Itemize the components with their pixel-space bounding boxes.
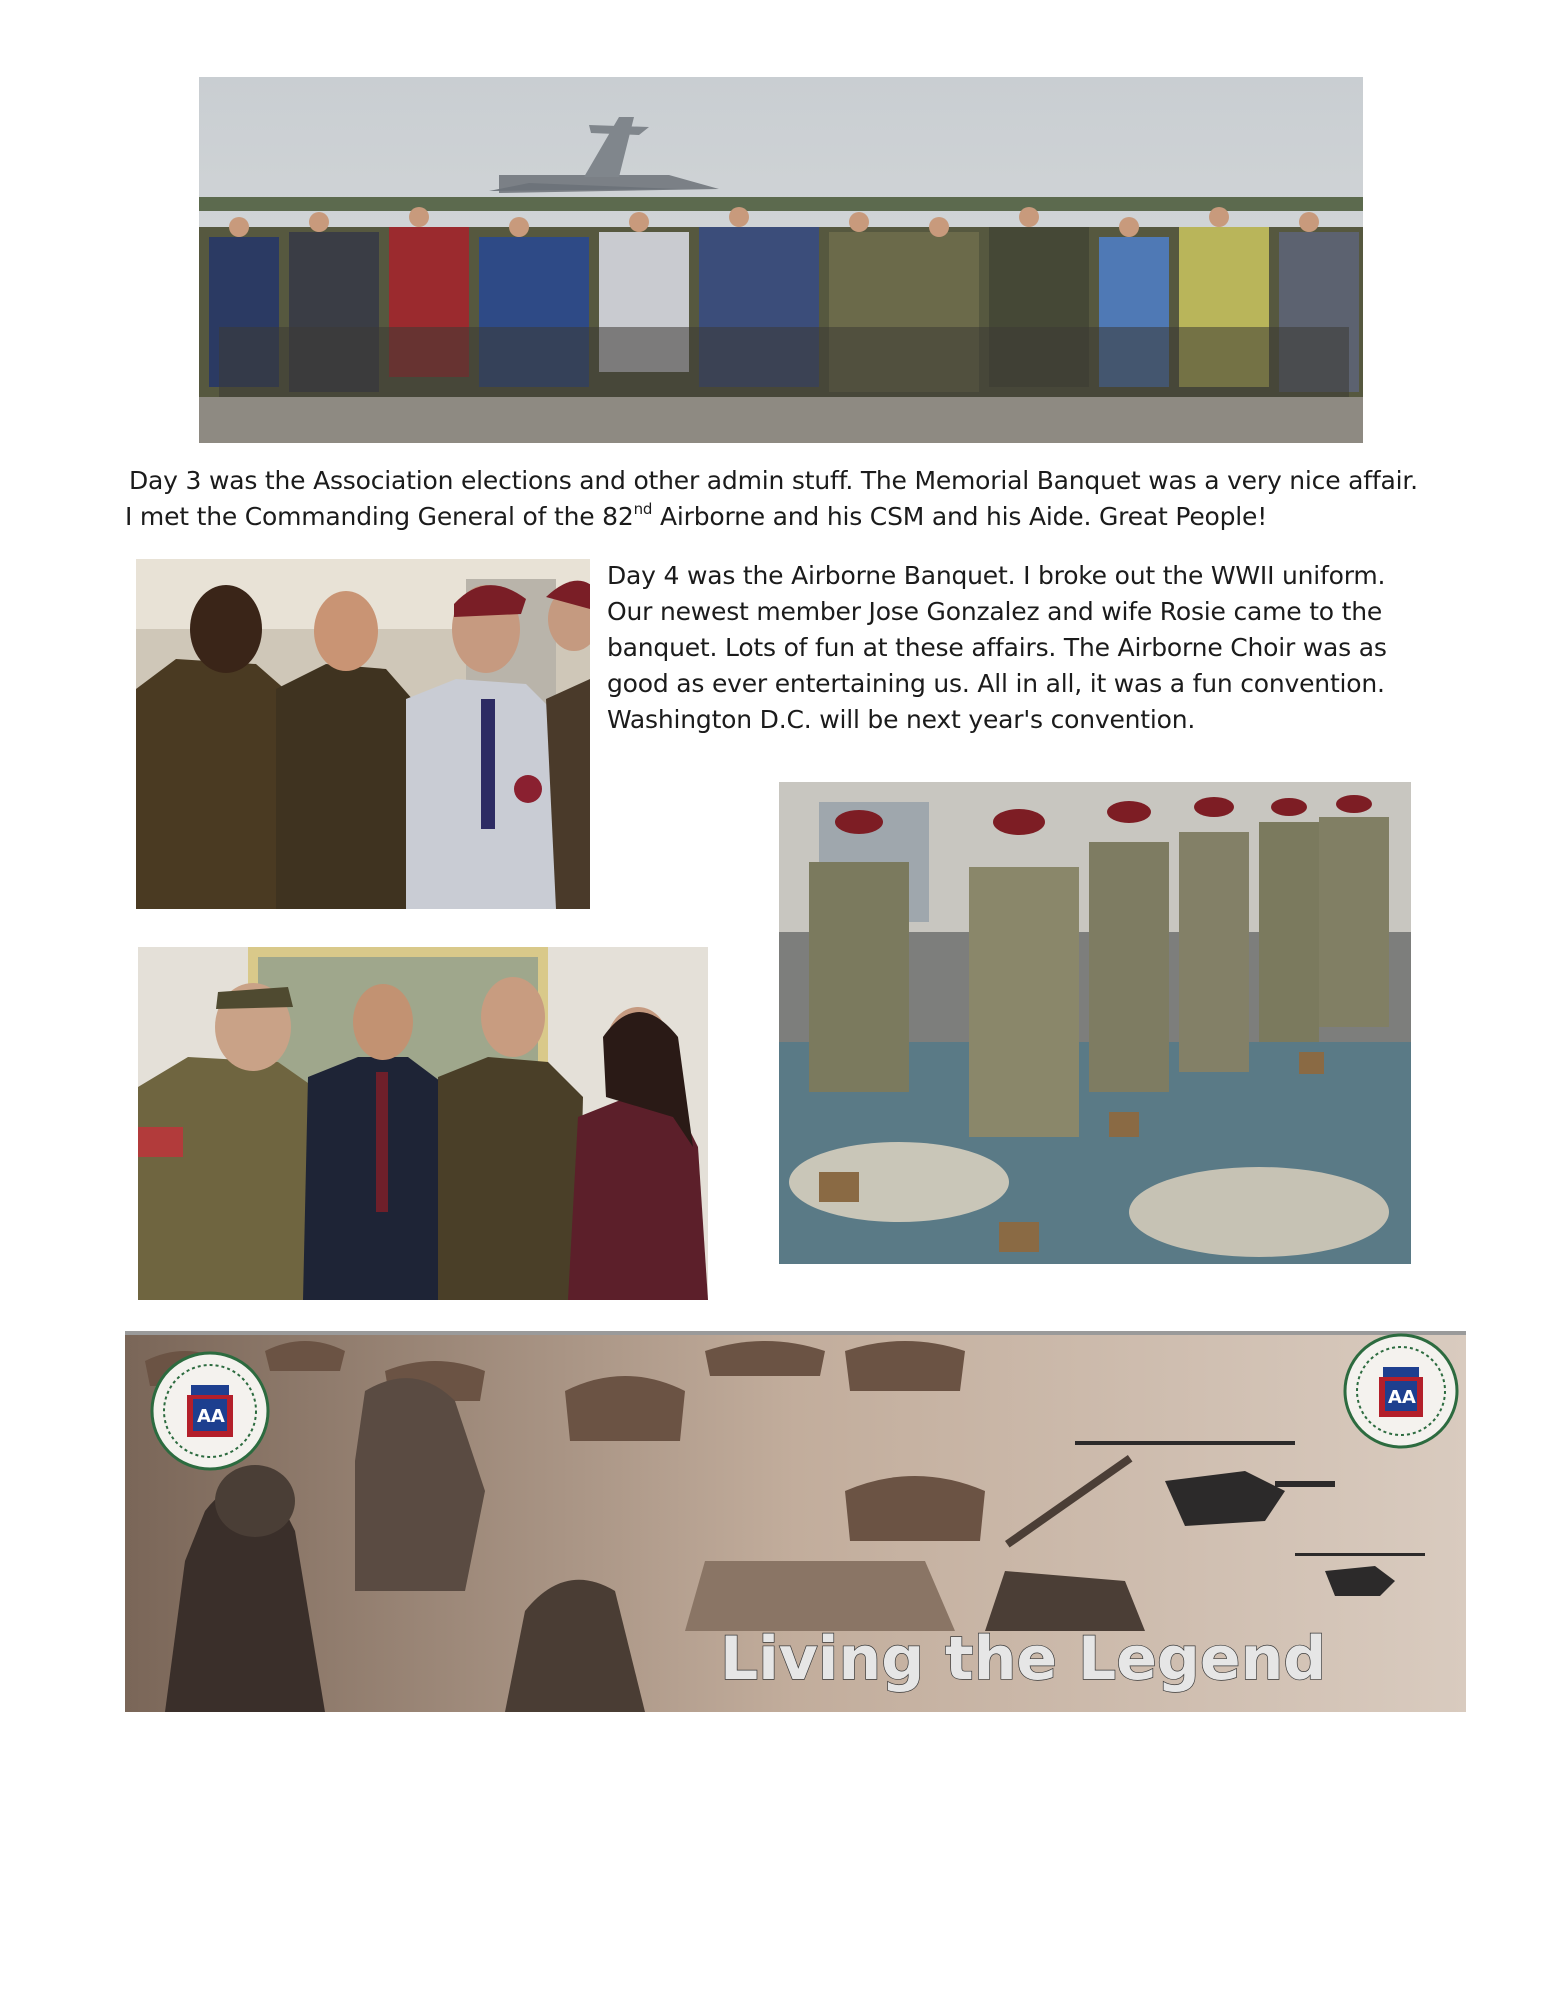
day3-line-2-prefix: I met the Commanding General of the 82 xyxy=(125,502,634,531)
photo-commanding-general-csm xyxy=(136,559,590,909)
seal-left xyxy=(152,1353,268,1469)
group-photo-airfield xyxy=(199,77,1363,443)
day3-line-2-suffix: Airborne and his CSM and his Aide. Great People! xyxy=(652,502,1268,531)
day3-line-2 xyxy=(125,499,1418,535)
seal-right xyxy=(1345,1335,1457,1447)
seal-left-patch: AA xyxy=(197,1406,225,1427)
photo-jose-rosie-group xyxy=(138,947,708,1300)
seal-right-patch: AA xyxy=(1388,1387,1416,1408)
day4-line-3: banquet. Lots of fun at these affairs. The Airborne Choir was as xyxy=(607,633,1387,662)
day4-line-2: Our newest member Jose Gonzalez and wife Rosie came to the xyxy=(607,597,1383,626)
day4-line-1: Day 4 was the Airborne Banquet. I broke out the WWII uniform. xyxy=(607,561,1386,590)
day4-paragraph xyxy=(607,558,1387,738)
banner-living-the-legend xyxy=(125,1331,1466,1712)
day3-line-1: Day 3 was the Association elections and other admin stuff. The Memorial Banquet was a very nice affair. xyxy=(129,466,1418,495)
day3-line-2-sup: nd xyxy=(633,499,653,518)
day3-paragraph xyxy=(125,463,1418,535)
day4-line-4: good as ever entertaining us. All in all, it was a fun convention. xyxy=(607,669,1385,698)
banner-slogan: Living the Legend xyxy=(720,1624,1327,1694)
photo-marching-soldiers xyxy=(779,782,1411,1264)
day4-line-5: Washington D.C. will be next year's convention. xyxy=(607,705,1196,734)
